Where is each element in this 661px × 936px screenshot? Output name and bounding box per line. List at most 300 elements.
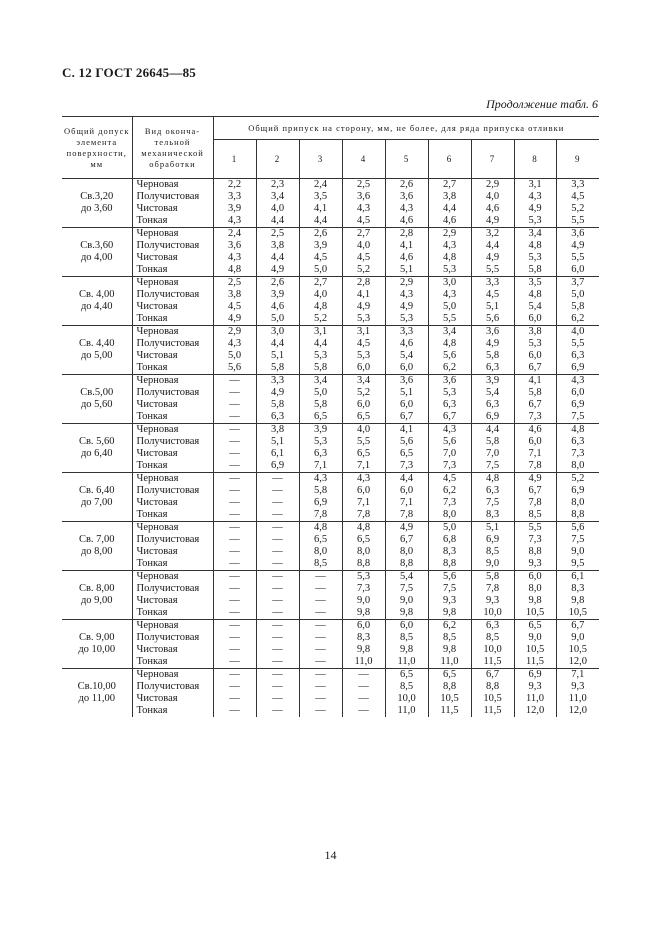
series-6-values <box>428 326 471 375</box>
allowance-value: 4,9 <box>399 301 414 312</box>
allowance-value: — <box>315 620 326 631</box>
series-6-values <box>428 620 471 669</box>
allowance-value: — <box>229 473 240 484</box>
allowance-value: 9,5 <box>571 558 585 569</box>
series-1-values <box>213 473 256 522</box>
allowance-value: 6,0 <box>399 485 414 496</box>
allowance-value: 6,0 <box>571 264 585 275</box>
allowance-value: 6,0 <box>528 571 542 582</box>
series-7-values <box>471 424 514 473</box>
allowance-value: 5,5 <box>356 436 371 447</box>
allowance-value: 6,2 <box>442 485 457 496</box>
allowance-value: 6,9 <box>571 399 585 410</box>
allowance-value: 8,3 <box>356 632 371 643</box>
series-7-values <box>471 375 514 424</box>
column-header-machining-type: Вид оконча-тельной механической обработки <box>132 117 213 179</box>
allowance-value: 6,0 <box>528 350 542 361</box>
machining-type: Получистовая <box>136 534 200 545</box>
machining-type: Тонкая <box>136 362 168 373</box>
machining-type: Чистовая <box>136 399 178 410</box>
allowance-value: — <box>229 411 240 422</box>
allowance-value: 2,9 <box>399 277 414 288</box>
allowance-value: 4,8 <box>442 252 457 263</box>
allowance-value: 9,3 <box>528 681 542 692</box>
allowance-value: 4,4 <box>270 252 285 263</box>
series-4-values <box>342 669 385 718</box>
allowance-value: 7,1 <box>356 497 371 508</box>
allowance-value: — <box>358 669 369 680</box>
allowance-value: — <box>229 485 240 496</box>
allowance-value: 6,0 <box>356 620 371 631</box>
allowance-value: 5,3 <box>528 215 542 226</box>
allowance-value: 7,5 <box>485 497 500 508</box>
allowance-range <box>62 228 132 277</box>
allowance-value: 6,7 <box>528 485 542 496</box>
allowance-value: 3,3 <box>571 179 585 190</box>
allowance-value: 7,3 <box>571 448 585 459</box>
allowance-value: 3,0 <box>442 277 457 288</box>
allowance-value: 5,2 <box>313 313 328 324</box>
series-6-values <box>428 571 471 620</box>
allowance-value: 4,9 <box>485 252 500 263</box>
machining-types <box>132 522 213 571</box>
allowance-value: 10,5 <box>483 693 502 704</box>
allowance-value: 7,8 <box>313 509 328 520</box>
allowance-value: 11,0 <box>354 656 373 667</box>
allowance-value: 4,6 <box>442 215 457 226</box>
series-4-values <box>342 571 385 620</box>
allowance-value: 3,3 <box>485 277 500 288</box>
range-line: до 7,00 <box>80 497 113 508</box>
allowance-value: 3,9 <box>270 289 285 300</box>
allowance-value: — <box>229 607 240 618</box>
allowance-value: 5,4 <box>399 571 414 582</box>
allowance-value: 11,5 <box>526 656 544 667</box>
machining-type: Чистовая <box>136 350 178 361</box>
allowance-value: 6,5 <box>528 620 542 631</box>
range-line: Св. 4,00 <box>78 289 115 300</box>
allowance-value: 8,5 <box>399 681 414 692</box>
allowance-value: 6,9 <box>528 669 542 680</box>
series-1-values <box>213 669 256 718</box>
allowance-value: 4,0 <box>356 424 371 435</box>
table-body <box>62 179 599 718</box>
machining-type: Получистовая <box>136 387 200 398</box>
series-6-values <box>428 473 471 522</box>
allowance-value: 2,3 <box>270 179 285 190</box>
machining-type: Тонкая <box>136 705 168 716</box>
allowance-value: — <box>315 644 326 655</box>
allowance-value: — <box>315 705 326 716</box>
allowance-value: — <box>272 607 283 618</box>
allowance-value: — <box>272 583 283 594</box>
allowance-value: 5,4 <box>399 350 414 361</box>
allowance-value: 4,3 <box>571 375 585 386</box>
allowance-value: — <box>229 522 240 533</box>
table-row <box>62 424 599 473</box>
machining-type: Черновая <box>136 326 179 337</box>
allowance-value: 5,3 <box>356 313 371 324</box>
allowance-value: 6,2 <box>571 313 585 324</box>
allowance-value: 4,6 <box>270 301 285 312</box>
allowance-value: 3,4 <box>356 375 371 386</box>
allowance-value: 4,1 <box>528 375 542 386</box>
allowance-value: 5,2 <box>571 473 585 484</box>
allowance-value: 5,3 <box>528 252 542 263</box>
allowance-value: 4,9 <box>356 301 371 312</box>
range-line: Св. 8,00 <box>78 583 115 594</box>
allowance-value: 4,1 <box>313 203 328 214</box>
allowance-value: — <box>358 705 369 716</box>
allowance-value: — <box>229 595 240 606</box>
allowance-value: 5,6 <box>227 362 242 373</box>
allowance-value: 7,3 <box>528 534 542 545</box>
series-8-values <box>514 424 556 473</box>
allowance-value: 6,9 <box>571 485 585 496</box>
allowance-value: 5,6 <box>442 436 457 447</box>
allowance-value: 8,5 <box>313 558 328 569</box>
machining-type: Тонкая <box>136 264 168 275</box>
allowance-value: 2,2 <box>227 179 242 190</box>
allowance-value: 4,9 <box>227 313 242 324</box>
allowance-value: 5,1 <box>485 522 500 533</box>
series-header-2: 2 <box>256 140 299 179</box>
series-2-values <box>256 473 299 522</box>
allowance-value: 3,3 <box>270 375 285 386</box>
allowance-value: 6,0 <box>399 362 414 373</box>
series-5-values <box>385 669 428 718</box>
allowance-value: 5,3 <box>442 387 457 398</box>
series-1-values <box>213 620 256 669</box>
allowance-value: 4,0 <box>356 240 371 251</box>
table-row <box>62 277 599 326</box>
allowance-value: 3,8 <box>227 289 242 300</box>
machining-types <box>132 277 213 326</box>
allowance-value: 2,9 <box>227 326 242 337</box>
series-1-values <box>213 228 256 277</box>
machining-type: Чистовая <box>136 448 178 459</box>
allowance-value: 4,9 <box>270 264 285 275</box>
series-7-values <box>471 473 514 522</box>
allowance-value: 2,5 <box>270 228 285 239</box>
allowance-value: 2,4 <box>227 228 242 239</box>
allowance-value: 6,3 <box>313 448 328 459</box>
allowance-value: 3,5 <box>313 191 328 202</box>
series-7-values <box>471 522 514 571</box>
series-5-values <box>385 228 428 277</box>
series-5-values <box>385 277 428 326</box>
series-8-values <box>514 179 556 228</box>
series-1-values <box>213 424 256 473</box>
allowance-value: — <box>229 534 240 545</box>
allowance-value: — <box>315 669 326 680</box>
allowance-value: 3,6 <box>442 375 457 386</box>
allowance-value: 6,2 <box>442 620 457 631</box>
allowance-value: 8,3 <box>571 583 585 594</box>
series-2-values <box>256 277 299 326</box>
allowance-value: 9,3 <box>528 558 542 569</box>
allowance-value: 9,0 <box>356 595 371 606</box>
allowance-value: 7,1 <box>356 460 371 471</box>
range-line: до 5,60 <box>80 399 113 410</box>
allowance-value: 5,6 <box>442 571 457 582</box>
machining-type: Чистовая <box>136 546 178 557</box>
allowance-value: — <box>229 620 240 631</box>
allowance-value: 10,0 <box>483 644 502 655</box>
allowance-value: 4,3 <box>313 473 328 484</box>
allowance-value: — <box>315 571 326 582</box>
allowance-value: 8,8 <box>485 681 500 692</box>
allowance-value: 3,4 <box>442 326 457 337</box>
allowance-value: 3,0 <box>270 326 285 337</box>
allowance-value: 8,3 <box>442 546 457 557</box>
allowance-value: 5,5 <box>485 264 500 275</box>
allowance-range <box>62 620 132 669</box>
allowance-value: 4,8 <box>485 473 500 484</box>
range-line: до 8,00 <box>80 546 113 557</box>
series-2-values <box>256 522 299 571</box>
allowance-value: 5,3 <box>313 436 328 447</box>
machining-type: Чистовая <box>136 497 178 508</box>
allowance-value: 2,7 <box>313 277 328 288</box>
machining-types <box>132 669 213 718</box>
allowance-value: — <box>272 534 283 545</box>
allowance-value: — <box>315 656 326 667</box>
allowance-value: 8,8 <box>399 558 414 569</box>
allowance-value: 6,9 <box>571 362 585 373</box>
series-8-values <box>514 326 556 375</box>
allowance-value: 3,6 <box>571 228 585 239</box>
range-line: Св.3,60 <box>80 240 114 251</box>
allowance-value: 7,1 <box>528 448 542 459</box>
series-3-values <box>299 571 342 620</box>
allowance-value: 5,1 <box>270 436 285 447</box>
series-1-values <box>213 375 256 424</box>
machining-type: Черновая <box>136 473 179 484</box>
allowance-value: — <box>229 705 240 716</box>
allowance-value: 7,8 <box>528 460 542 471</box>
allowance-value: 5,3 <box>442 264 457 275</box>
range-line: до 10,00 <box>78 644 116 655</box>
allowance-value: 3,9 <box>227 203 242 214</box>
series-6-values <box>428 522 471 571</box>
allowance-value: 6,5 <box>399 669 414 680</box>
allowance-value: — <box>229 399 240 410</box>
allowance-value: — <box>315 681 326 692</box>
series-4-values <box>342 326 385 375</box>
machining-type: Получистовая <box>136 338 200 349</box>
series-9-values <box>556 571 599 620</box>
allowance-value: 5,8 <box>313 399 328 410</box>
allowance-value: 4,4 <box>313 338 328 349</box>
allowance-value: 8,0 <box>528 583 542 594</box>
allowance-value: 6,9 <box>485 534 500 545</box>
allowance-value: 3,8 <box>528 326 542 337</box>
allowance-value: 6,3 <box>485 485 500 496</box>
allowance-value: 2,6 <box>270 277 285 288</box>
allowance-value: 6,0 <box>528 313 542 324</box>
machining-type: Получистовая <box>136 289 200 300</box>
series-9-values <box>556 326 599 375</box>
series-4-values <box>342 473 385 522</box>
allowance-value: — <box>315 632 326 643</box>
allowance-value: 3,9 <box>313 240 328 251</box>
series-header-9: 9 <box>556 140 599 179</box>
allowance-value: 3,3 <box>227 191 242 202</box>
allowance-value: 4,4 <box>270 215 285 226</box>
allowance-value: — <box>315 595 326 606</box>
allowance-value: 10,5 <box>525 607 545 618</box>
allowance-value: 10,5 <box>568 607 587 618</box>
table-row <box>62 326 599 375</box>
series-8-values <box>514 228 556 277</box>
allowance-value: 6,1 <box>270 448 285 459</box>
allowance-value: 4,6 <box>528 424 542 435</box>
allowance-value: 6,0 <box>356 399 371 410</box>
series-5-values <box>385 375 428 424</box>
series-header-7: 7 <box>471 140 514 179</box>
machining-types <box>132 424 213 473</box>
allowance-value: 6,0 <box>528 436 542 447</box>
table-row <box>62 669 599 718</box>
allowance-value: 6,7 <box>442 411 457 422</box>
allowance-value: 4,4 <box>485 240 500 251</box>
allowance-value: 4,3 <box>356 473 371 484</box>
allowance-value: — <box>272 705 283 716</box>
range-line: Св. 7,00 <box>78 534 115 545</box>
allowance-value: 2,6 <box>399 179 414 190</box>
allowance-value: 6,5 <box>313 534 328 545</box>
allowance-value: 6,7 <box>528 399 542 410</box>
allowance-value: 8,8 <box>442 558 457 569</box>
allowance-value: 5,6 <box>571 522 585 533</box>
allowance-value: — <box>272 632 283 643</box>
allowance-value: 4,4 <box>442 203 457 214</box>
allowance-value: 5,2 <box>356 387 371 398</box>
allowance-value: 5,3 <box>356 571 371 582</box>
allowance-value: 3,9 <box>313 424 328 435</box>
machining-type: Тонкая <box>136 558 168 569</box>
allowance-value: 4,1 <box>399 240 414 251</box>
allowance-value: 8,8 <box>442 681 457 692</box>
allowance-value: 6,0 <box>356 485 371 496</box>
allowance-value: 6,9 <box>313 497 328 508</box>
allowance-value: 8,5 <box>485 632 500 643</box>
series-2-values <box>256 179 299 228</box>
machining-type: Получистовая <box>136 240 200 251</box>
allowance-value: 3,2 <box>485 228 500 239</box>
allowance-value: — <box>315 607 326 618</box>
allowance-value: 4,8 <box>313 522 328 533</box>
allowance-value: 7,5 <box>571 534 585 545</box>
allowance-value: 11,5 <box>483 705 502 716</box>
allowance-value: — <box>229 436 240 447</box>
page-number: 14 <box>324 848 337 862</box>
allowance-value: 8,8 <box>356 558 371 569</box>
series-4-values <box>342 375 385 424</box>
allowance-value: 11,0 <box>568 693 587 704</box>
allowance-value: 4,5 <box>485 289 500 300</box>
table-row <box>62 620 599 669</box>
allowance-value: 7,1 <box>313 460 328 471</box>
allowance-value: 7,5 <box>399 583 414 594</box>
allowance-value: 3,3 <box>399 326 414 337</box>
allowance-value: 3,6 <box>399 375 414 386</box>
allowance-value: 12,0 <box>568 656 587 667</box>
series-4-values <box>342 228 385 277</box>
allowance-value: 8,0 <box>313 546 328 557</box>
allowance-value: 4,3 <box>356 203 371 214</box>
allowance-value: 5,4 <box>528 301 542 312</box>
allowance-value: 7,3 <box>442 460 457 471</box>
allowance-value: 7,5 <box>571 411 585 422</box>
allowance-value: 6,3 <box>485 399 500 410</box>
series-1-values <box>213 522 256 571</box>
machining-types <box>132 375 213 424</box>
machining-type: Получистовая <box>136 485 200 496</box>
series-2-values <box>256 669 299 718</box>
allowance-range <box>62 424 132 473</box>
range-line: до 4,00 <box>80 252 113 263</box>
allowance-value: 5,8 <box>571 301 585 312</box>
allowance-value: 4,6 <box>399 215 414 226</box>
allowance-value: 6,3 <box>485 620 500 631</box>
allowance-value: 4,3 <box>399 289 414 300</box>
allowance-value: — <box>229 375 240 386</box>
allowance-value: 5,6 <box>442 350 457 361</box>
allowance-value: 5,3 <box>356 350 371 361</box>
allowance-value: — <box>229 583 240 594</box>
series-3-values <box>299 277 342 326</box>
allowance-value: 5,8 <box>528 264 542 275</box>
allowance-value: 7,1 <box>399 497 414 508</box>
series-3-values <box>299 522 342 571</box>
series-5-values <box>385 179 428 228</box>
allowance-value: 5,8 <box>485 571 500 582</box>
allowance-value: 4,3 <box>227 252 242 263</box>
allowance-value: 4,8 <box>356 522 371 533</box>
series-9-values <box>556 277 599 326</box>
allowance-value: 3,6 <box>399 191 414 202</box>
allowance-value: 4,0 <box>571 326 585 337</box>
allowance-value: 9,0 <box>571 632 585 643</box>
allowance-value: 6,3 <box>571 350 585 361</box>
allowance-value: 5,0 <box>571 289 585 300</box>
allowance-value: 9,8 <box>442 644 457 655</box>
allowance-value: 9,0 <box>485 558 500 569</box>
allowance-value: 6,3 <box>442 399 457 410</box>
series-3-values <box>299 326 342 375</box>
machining-type: Чистовая <box>136 595 178 606</box>
allowance-value: 4,9 <box>270 387 285 398</box>
series-9-values <box>556 473 599 522</box>
allowance-value: — <box>272 595 283 606</box>
allowance-value: 9,8 <box>442 607 457 618</box>
allowance-value: 4,1 <box>399 424 414 435</box>
allowance-value: 3,4 <box>528 228 542 239</box>
allowance-value: 6,2 <box>442 362 457 373</box>
allowance-range <box>62 473 132 522</box>
allowance-value: 6,5 <box>313 411 328 422</box>
series-7-values <box>471 620 514 669</box>
allowance-value: 6,5 <box>399 448 414 459</box>
machining-type: Черновая <box>136 179 179 190</box>
range-line: Св.10,00 <box>77 681 116 692</box>
series-3-values <box>299 424 342 473</box>
allowance-value: 3,8 <box>270 424 285 435</box>
allowance-value: 7,3 <box>528 411 542 422</box>
allowance-value: — <box>272 693 283 704</box>
